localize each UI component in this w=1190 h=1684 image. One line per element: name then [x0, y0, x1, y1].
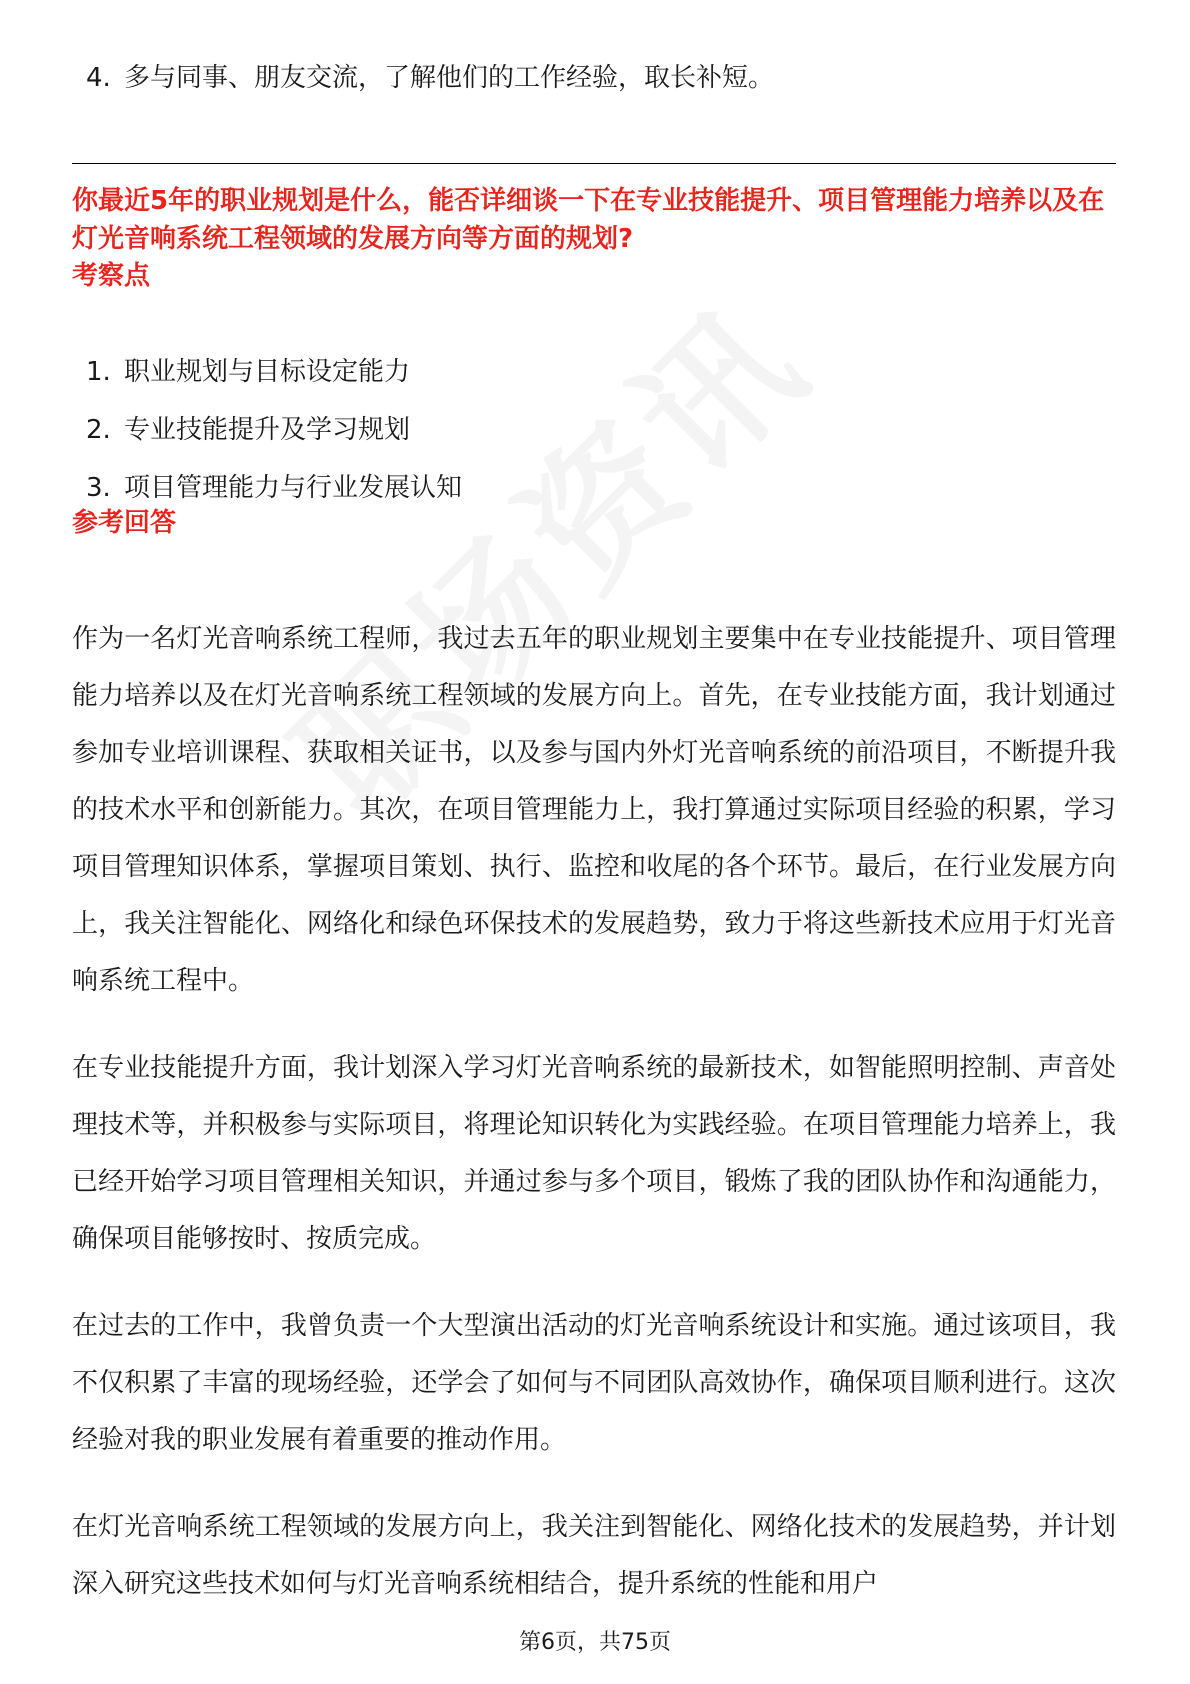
list-item-text: 多与同事、朋友交流，了解他们的工作经验，取长补短。: [124, 63, 775, 93]
list-item-number: 2.: [86, 415, 111, 445]
answer-paragraph: 在灯光音响系统工程领域的发展方向上，我关注到智能化、网络化技术的发展趋势，并计划深入研究这些技术如何与灯光音响系统相结合，提升系统的性能和用户: [72, 1512, 1116, 1599]
list-item-text: 职业规划与目标设定能力: [124, 357, 411, 387]
page-footer: 第6页，共75页: [519, 1630, 671, 1655]
list-item-number: 4.: [86, 63, 111, 93]
answer-paragraph: 在专业技能提升方面，我计划深入学习灯光音响系统的最新技术，如智能照明控制、声音处理技术等，并积极参与实际项目，将理论知识转化为实践经验。在项目管理能力培养上，我已经开始学习项目管理相关知识，并通过参与多个项目，锻炼了我的团队协作和沟通能力，确保项目能够按时、按质完成。: [72, 1053, 1116, 1254]
points-heading: 考察点: [72, 261, 151, 291]
list-item: [72, 352, 462, 392]
section-divider: [72, 163, 1116, 164]
answer-heading: 参考回答: [72, 508, 177, 538]
list-item-text: 专业技能提升及学习规划: [124, 415, 411, 445]
points-list: [72, 352, 462, 526]
answer-paragraph: 作为一名灯光音响系统工程师，我过去五年的职业规划主要集中在专业技能提升、项目管理能力培养以及在灯光音响系统工程领域的发展方向上。首先，在专业技能方面，我计划通过参加专业培训课程、获取相关证书，以及参与国内外灯光音响系统的前沿项目，不断提升我的技术水平和创新能力。其次，在项目管理能力上，我打算通过实际项目经验的积累，学习项目管理知识体系，掌握项目策划、执行、监控和收尾的各个环节。最后，在行业发展方向上，我关注智能化、网络化和绿色环保技术的发展趋势，致力于将这些新技术应用于灯光音响系统工程中。: [72, 624, 1116, 996]
answer-body: [72, 611, 1116, 1643]
list-item-number: 3.: [86, 473, 111, 503]
list-item-number: 1.: [86, 357, 111, 387]
question-heading: 你最近5年的职业规划是什么，能否详细谈一下在专业技能提升、项目管理能力培养以及在灯光音响系统工程领域的发展方向等方面的规划?: [72, 186, 1105, 254]
list-item-text: 项目管理能力与行业发展认知: [124, 473, 463, 503]
previous-list-item: [72, 58, 774, 98]
answer-paragraph: 在过去的工作中，我曾负责一个大型演出活动的灯光音响系统设计和实施。通过该项目，我不仅积累了丰富的现场经验，还学会了如何与不同团队高效协作，确保项目顺利进行。这次经验对我的职业发展有着重要的推动作用。: [72, 1311, 1116, 1455]
list-item: [72, 468, 462, 508]
list-item: [72, 410, 462, 450]
